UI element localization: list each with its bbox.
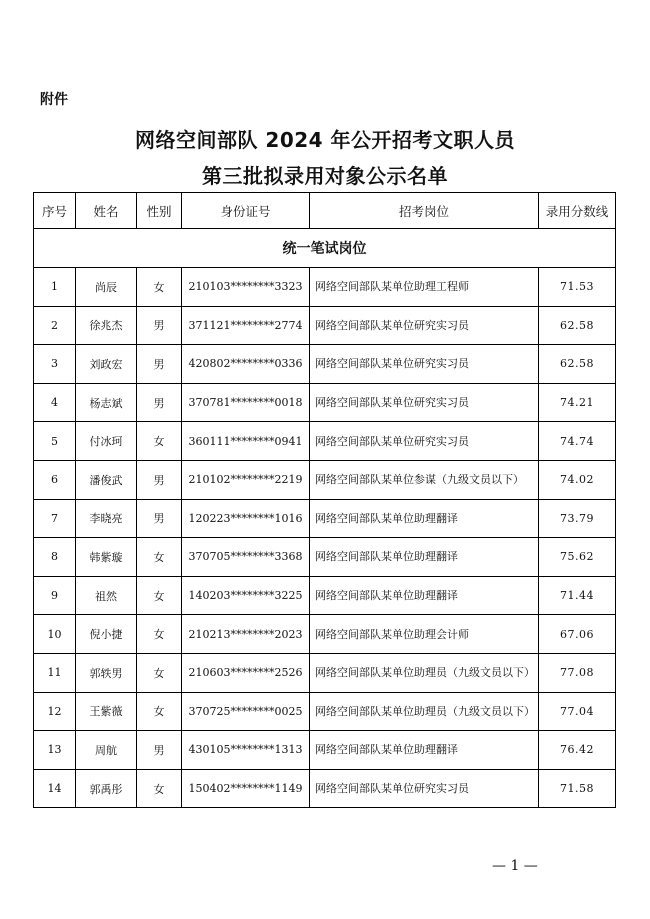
- cell-post: 网络空间部队某单位研究实习员: [310, 422, 539, 461]
- table-row: [34, 345, 616, 384]
- cell-post: 网络空间部队某单位助理工程师: [310, 268, 539, 307]
- header-no: 序号: [34, 193, 76, 229]
- cell-id-number: 370705********3368: [182, 538, 310, 577]
- cell-no: 7: [34, 499, 76, 538]
- table-header-row: [34, 193, 616, 229]
- cell-gender: 男: [137, 345, 182, 384]
- cell-name: 韩紫璇: [76, 538, 137, 577]
- cell-score: 74.21: [539, 383, 616, 422]
- cell-name: 潘俊武: [76, 460, 137, 499]
- cell-no: 12: [34, 692, 76, 731]
- cell-id-number: 430105********1313: [182, 731, 310, 770]
- cell-post: 网络空间部队某单位参谋（九级文员以下）: [310, 460, 539, 499]
- cell-post: 网络空间部队某单位助理员（九级文员以下）: [310, 653, 539, 692]
- cell-name: 李晓亮: [76, 499, 137, 538]
- cell-gender: 女: [137, 422, 182, 461]
- cell-id-number: 210213********2023: [182, 615, 310, 654]
- table-row: [34, 615, 616, 654]
- page-number-text: — 1 —: [492, 858, 538, 874]
- cell-score: 71.44: [539, 576, 616, 615]
- cell-score: 62.58: [539, 306, 616, 345]
- header-post: 招考岗位: [310, 193, 539, 229]
- cell-name: 尚辰: [76, 268, 137, 307]
- cell-no: 11: [34, 653, 76, 692]
- cell-post: 网络空间部队某单位助理翻译: [310, 731, 539, 770]
- cell-gender: 男: [137, 383, 182, 422]
- cell-gender: 男: [137, 499, 182, 538]
- cell-name: 王紫薇: [76, 692, 137, 731]
- header-gender: 性别: [137, 193, 182, 229]
- cell-gender: 女: [137, 769, 182, 808]
- table-row: [34, 306, 616, 345]
- cell-gender: 男: [137, 731, 182, 770]
- cell-gender: 女: [137, 653, 182, 692]
- cell-id-number: 360111********0941: [182, 422, 310, 461]
- cell-gender: 女: [137, 538, 182, 577]
- document-title-line1: 网络空间部队 2024 年公开招考文职人员: [134, 128, 516, 152]
- cell-id-number: 371121********2774: [182, 306, 310, 345]
- cell-name: 徐兆杰: [76, 306, 137, 345]
- cell-post: 网络空间部队某单位助理翻译: [310, 499, 539, 538]
- table-row: [34, 538, 616, 577]
- table-row: [34, 499, 616, 538]
- cell-score: 73.79: [539, 499, 616, 538]
- cell-gender: 女: [137, 692, 182, 731]
- cell-no: 2: [34, 306, 76, 345]
- candidate-table: [33, 192, 616, 808]
- table-row: [34, 268, 616, 307]
- cell-name: 祖然: [76, 576, 137, 615]
- cell-score: 77.08: [539, 653, 616, 692]
- cell-post: 网络空间部队某单位研究实习员: [310, 306, 539, 345]
- cell-score: 71.58: [539, 769, 616, 808]
- cell-post: 网络空间部队某单位助理翻译: [310, 576, 539, 615]
- cell-gender: 男: [137, 460, 182, 499]
- table-row: [34, 576, 616, 615]
- cell-score: 74.02: [539, 460, 616, 499]
- attachment-label: 附件: [40, 92, 68, 108]
- cell-id-number: 420802********0336: [182, 345, 310, 384]
- cell-score: 74.74: [539, 422, 616, 461]
- cell-no: 8: [34, 538, 76, 577]
- cell-no: 3: [34, 345, 76, 384]
- cell-name: 倪小捷: [76, 615, 137, 654]
- cell-score: 76.42: [539, 731, 616, 770]
- cell-id-number: 140203********3225: [182, 576, 310, 615]
- document-title-line2: 第三批拟录用对象公示名单: [202, 164, 448, 188]
- cell-name: 郭禹彤: [76, 769, 137, 808]
- table-row: [34, 731, 616, 770]
- table-row: [34, 692, 616, 731]
- cell-id-number: 210102********2219: [182, 460, 310, 499]
- cell-post: 网络空间部队某单位助理翻译: [310, 538, 539, 577]
- cell-post: 网络空间部队某单位研究实习员: [310, 383, 539, 422]
- cell-gender: 女: [137, 615, 182, 654]
- cell-no: 14: [34, 769, 76, 808]
- cell-gender: 女: [137, 576, 182, 615]
- cell-no: 13: [34, 731, 76, 770]
- cell-name: 刘政宏: [76, 345, 137, 384]
- cell-id-number: 370725********0025: [182, 692, 310, 731]
- cell-no: 1: [34, 268, 76, 307]
- cell-score: 71.53: [539, 268, 616, 307]
- cell-name: 杨志斌: [76, 383, 137, 422]
- cell-post: 网络空间部队某单位研究实习员: [310, 769, 539, 808]
- cell-post: 网络空间部队某单位助理员（九级文员以下）: [310, 692, 539, 731]
- cell-no: 10: [34, 615, 76, 654]
- cell-name: 郭轶男: [76, 653, 137, 692]
- header-name: 姓名: [76, 193, 137, 229]
- cell-name: 周航: [76, 731, 137, 770]
- cell-id-number: 370781********0018: [182, 383, 310, 422]
- cell-no: 9: [34, 576, 76, 615]
- table-row: [34, 653, 616, 692]
- cell-score: 75.62: [539, 538, 616, 577]
- cell-id-number: 210603********2526: [182, 653, 310, 692]
- table-row: [34, 769, 616, 808]
- section-row: [34, 229, 616, 268]
- section-title: 统一笔试岗位: [34, 229, 616, 268]
- cell-post: 网络空间部队某单位研究实习员: [310, 345, 539, 384]
- cell-score: 67.06: [539, 615, 616, 654]
- cell-gender: 男: [137, 306, 182, 345]
- cell-no: 5: [34, 422, 76, 461]
- cell-no: 6: [34, 460, 76, 499]
- cell-name: 付冰珂: [76, 422, 137, 461]
- cell-no: 4: [34, 383, 76, 422]
- cell-id-number: 210103********3323: [182, 268, 310, 307]
- table-row: [34, 383, 616, 422]
- table-row: [34, 422, 616, 461]
- cell-post: 网络空间部队某单位助理会计师: [310, 615, 539, 654]
- header-score: 录用分数线: [539, 193, 616, 229]
- cell-score: 62.58: [539, 345, 616, 384]
- cell-id-number: 120223********1016: [182, 499, 310, 538]
- header-id: 身份证号: [182, 193, 310, 229]
- cell-gender: 女: [137, 268, 182, 307]
- cell-id-number: 150402********1149: [182, 769, 310, 808]
- cell-score: 77.04: [539, 692, 616, 731]
- table-row: [34, 460, 616, 499]
